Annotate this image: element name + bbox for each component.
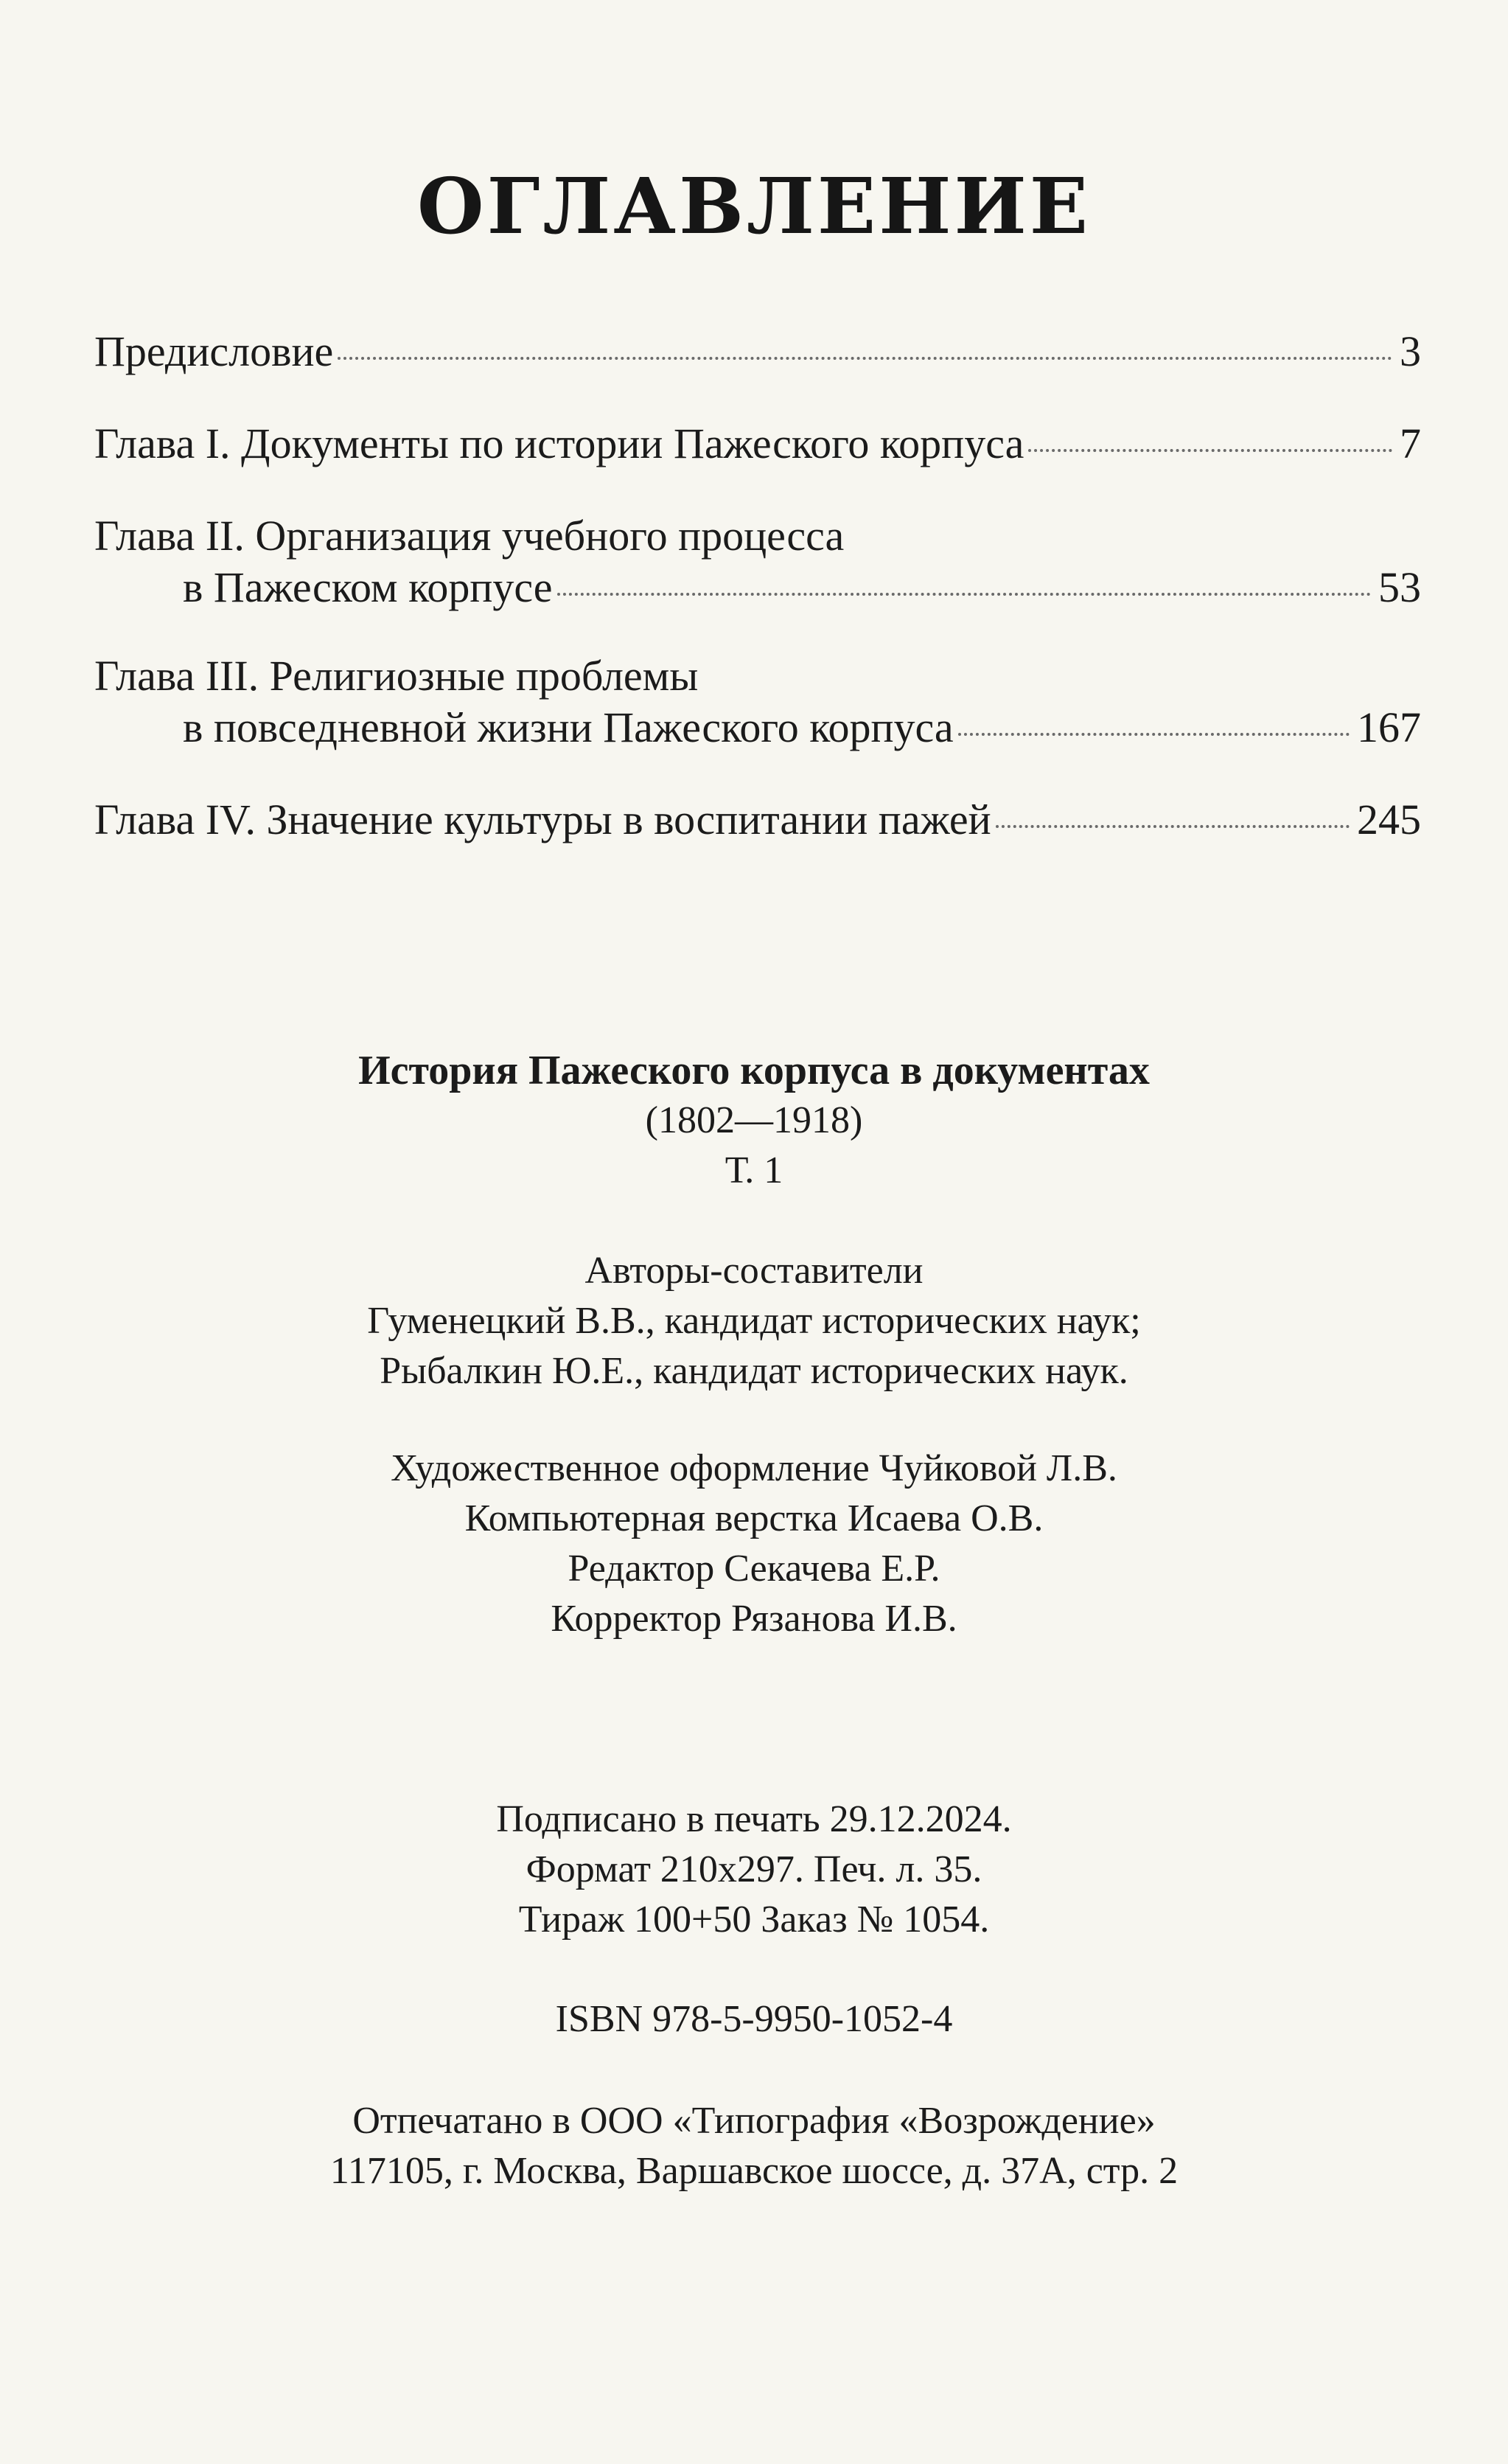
author-line: Гуменецкий В.В., кандидат исторических наук; (367, 1300, 1141, 1342)
dot-leader (958, 733, 1350, 736)
circulation: Тираж 100+50 Заказ № 1054. (518, 1899, 990, 1941)
toc-entry-title: Предисловие (94, 327, 334, 375)
dot-leader (338, 357, 1392, 360)
toc-entry-chapter-1[interactable] (94, 418, 1421, 470)
imprint-print-details-block (0, 1795, 1508, 1945)
book-title: История Пажеского корпуса в документах (358, 1048, 1150, 1093)
dot-leader (557, 593, 1371, 596)
author-line: Рыбалкин Ю.Е., кандидат исторических наук. (380, 1350, 1128, 1392)
dot-leader (996, 825, 1350, 828)
toc-heading: ОГЛАВЛЕНИЕ (417, 161, 1091, 251)
imprint-authors-block (0, 1246, 1508, 1396)
toc-entry-title: Глава III. Религиозные проблемы (94, 652, 699, 700)
table-of-contents (94, 310, 1421, 846)
editor-credit: Редактор Секачева Е.Р. (568, 1548, 940, 1590)
signed-to-print: Подписано в печать 29.12.2024. (496, 1798, 1012, 1840)
toc-page-number: 53 (1378, 563, 1421, 611)
isbn: ISBN 978-5-9950-1052-4 (555, 1998, 953, 2040)
toc-page-number: 245 (1357, 796, 1421, 843)
toc-entry-chapter-2[interactable] (94, 510, 1421, 613)
printer-address: 117105, г. Москва, Варшавское шоссе, д. 37А, стр. 2 (329, 2150, 1179, 2192)
toc-entry-preface[interactable] (94, 326, 1421, 377)
toc-page-number: 7 (1400, 420, 1421, 467)
toc-page-number: 167 (1357, 703, 1421, 751)
print-format: Формат 210х297. Печ. л. 35. (526, 1848, 982, 1890)
toc-page-number: 3 (1400, 327, 1421, 375)
toc-entry-title: Глава II. Организация учебного процесса (94, 512, 845, 560)
imprint-printer-block (0, 2096, 1508, 2196)
toc-entry-title: Глава I. Документы по истории Пажеского корпуса (94, 420, 1024, 467)
design-credit: Художественное оформление Чуйковой Л.В. (391, 1447, 1117, 1489)
book-volume: Т. 1 (725, 1149, 783, 1191)
toc-entry-chapter-3[interactable] (94, 650, 1421, 754)
toc-entry-title-continued: в повседневной жизни Пажеского корпуса (183, 703, 954, 751)
dot-leader (1028, 449, 1392, 452)
imprint-staff-block (0, 1444, 1508, 1644)
book-years: (1802—1918) (645, 1099, 863, 1141)
toc-entry-title: Глава IV. Значение культуры в воспитании пажей (94, 796, 991, 843)
printer-name: Отпечатано в ООО «Типография «Возрождение» (352, 2100, 1156, 2142)
authors-heading: Авторы-составители (584, 1250, 924, 1292)
imprint-isbn-block (0, 1994, 1508, 2044)
toc-entry-chapter-4[interactable] (94, 794, 1421, 846)
layout-credit: Компьютерная верстка Исаева О.В. (464, 1497, 1044, 1539)
proofreader-credit: Корректор Рязанова И.В. (551, 1598, 957, 1640)
toc-entry-title-continued: в Пажеском корпусе (183, 563, 553, 611)
imprint-book-title-block (0, 1045, 1508, 1196)
